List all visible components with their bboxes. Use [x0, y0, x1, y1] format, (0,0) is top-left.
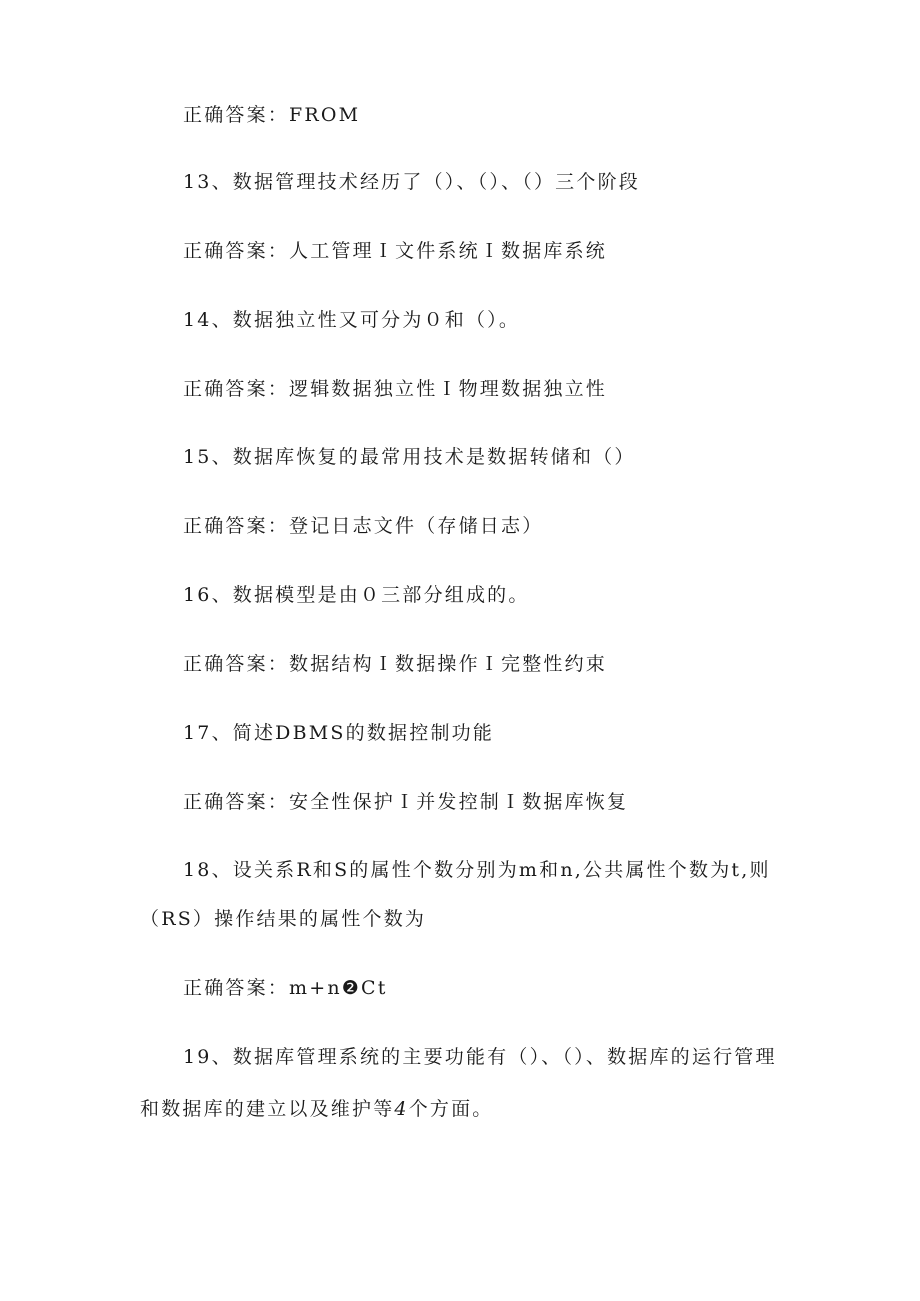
answer-16: 正确答案：数据结构Ｉ数据操作Ｉ完整性约束	[183, 653, 608, 675]
question-17: 17、简述DBMS的数据控制功能	[183, 722, 495, 744]
answer-line: 正确答案：FROM	[183, 104, 361, 126]
answer-13: 正确答案：人工管理Ｉ文件系统Ｉ数据库系统	[183, 240, 608, 262]
question-14: 14、数据独立性又可分为０和（）。	[183, 309, 521, 331]
answer-17: 正确答案：安全性保护Ｉ并发控制Ｉ数据库恢复	[183, 791, 629, 813]
question-19-line-2	[140, 1096, 494, 1122]
question-18-line-2: （RS）操作结果的属性个数为	[140, 908, 427, 930]
question-19-number: 4	[394, 1098, 409, 1120]
question-16: 16、数据模型是由０三部分组成的。	[183, 584, 530, 606]
question-15: 15、数据库恢复的最常用技术是数据转储和（）	[183, 446, 636, 468]
answer-18: 正确答案：m+n❷Ct	[183, 977, 388, 999]
question-19-line-1: 19、数据库管理系统的主要功能有（）、（）、数据库的运行管理	[183, 1046, 777, 1068]
answer-14: 正确答案：逻辑数据独立性Ｉ物理数据独立性	[183, 378, 608, 400]
question-18-line-1: 18、设关系R和S的属性个数分别为m和n,公共属性个数为t,则	[183, 859, 771, 881]
question-19-text-a: 和数据库的建立以及维护等	[140, 1098, 395, 1120]
question-13: 13、数据管理技术经历了（）、（）、（）三个阶段	[183, 171, 640, 193]
question-19-text-b: 个方面。	[408, 1098, 494, 1120]
answer-15: 正确答案：登记日志文件（存储日志）	[183, 515, 544, 537]
